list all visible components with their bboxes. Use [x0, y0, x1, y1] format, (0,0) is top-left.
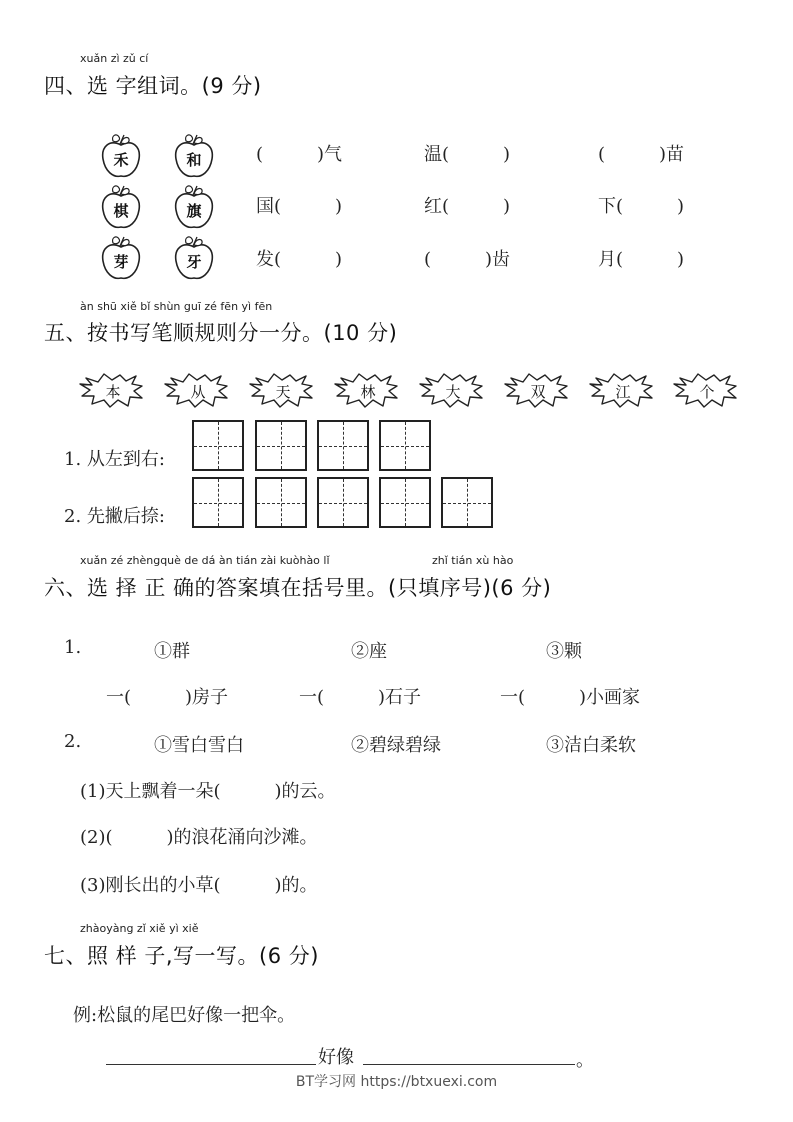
- apple-character: 牙: [186, 253, 202, 271]
- option: ②碧绿碧绿: [351, 735, 441, 756]
- measure-word-blank[interactable]: 一( )小画家: [500, 687, 641, 708]
- burst-icon: [333, 372, 403, 410]
- burst-character: 江: [615, 383, 631, 401]
- sentence-blank[interactable]: (3)刚长出的小草( )的。: [80, 875, 318, 896]
- burst-character: 天: [275, 383, 291, 401]
- burst-icon: [248, 372, 318, 410]
- burst-character: 双: [530, 383, 546, 401]
- option: ①群: [154, 641, 190, 662]
- writing-grid-box[interactable]: [441, 477, 493, 528]
- word-blank[interactable]: 发( ): [256, 249, 343, 270]
- grid-row-label: 1. 从左到右:: [64, 449, 165, 470]
- apple-character: 旗: [186, 202, 202, 220]
- apple-icon: [99, 182, 143, 230]
- section4-pinyin: xuǎn zì zǔ cí: [80, 52, 149, 65]
- option: ②座: [351, 641, 387, 662]
- measure-word-blank[interactable]: 一( )房子: [106, 687, 229, 708]
- section6-pinyin: xuǎn zé zhèngquè de dá àn tián zài kuòhào lǐ: [80, 554, 330, 567]
- burst-icon: [78, 372, 148, 410]
- burst-character: 个: [699, 383, 715, 401]
- section7-pinyin: zhàoyàng zǐ xiě yì xiě: [80, 922, 199, 935]
- word-blank[interactable]: ( )气: [256, 144, 343, 165]
- apple-icon: [172, 233, 216, 281]
- section7-title: 七、照 样 子,写一写。(6 分): [44, 944, 319, 968]
- burst-icon: [588, 372, 658, 410]
- word-blank[interactable]: ( )苗: [598, 144, 685, 165]
- watermark: BT学习网 https://btxuexi.com: [295, 1074, 498, 1090]
- apple-character: 禾: [113, 151, 129, 169]
- apple-icon: [172, 131, 216, 179]
- answer-line-left[interactable]: [106, 1064, 316, 1065]
- apple-character: 芽: [113, 253, 129, 271]
- option: ①雪白雪白: [154, 735, 244, 756]
- answer-line-right[interactable]: [363, 1064, 575, 1065]
- writing-grid-box[interactable]: [255, 477, 307, 528]
- apple-icon: [172, 182, 216, 230]
- section4-title: 四、选 字组词。(9 分): [44, 74, 262, 98]
- word-blank[interactable]: 红( ): [424, 196, 511, 217]
- question-number: 2.: [64, 731, 82, 752]
- writing-grid-box[interactable]: [192, 477, 244, 528]
- burst-icon: [672, 372, 742, 410]
- option: ③颗: [546, 641, 582, 662]
- question-number: 1.: [64, 637, 82, 658]
- section6-title: 六、选 择 正 确的答案填在括号里。(只填序号)(6 分): [44, 576, 552, 600]
- writing-grid-box[interactable]: [379, 477, 431, 528]
- burst-icon: [418, 372, 488, 410]
- word-blank[interactable]: 国( ): [256, 196, 343, 217]
- apple-icon: [99, 233, 143, 281]
- sentence-blank[interactable]: (2)( )的浪花涌向沙滩。: [80, 827, 318, 848]
- example-sentence: 例:松鼠的尾巴好像一把伞。: [73, 1005, 296, 1026]
- grid-row-label: 2. 先撇后捺:: [64, 506, 165, 527]
- section5-pinyin: àn shū xiě bǐ shùn guī zé fēn yì fēn: [80, 300, 273, 313]
- writing-grid-box[interactable]: [317, 420, 369, 471]
- burst-character: 林: [360, 383, 376, 401]
- burst-character: 本: [105, 383, 121, 401]
- word-blank[interactable]: ( )齿: [424, 249, 511, 270]
- word-blank[interactable]: 月( ): [598, 249, 685, 270]
- word-blank[interactable]: 温( ): [424, 144, 511, 165]
- apple-character: 棋: [113, 202, 129, 220]
- connector-word: 好像: [318, 1047, 354, 1068]
- section5-title: 五、按书写笔顺规则分一分。(10 分): [44, 321, 398, 345]
- burst-icon: [503, 372, 573, 410]
- measure-word-blank[interactable]: 一( )石子: [299, 687, 422, 708]
- writing-grid-box[interactable]: [379, 420, 431, 471]
- burst-icon: [163, 372, 233, 410]
- writing-grid-box[interactable]: [317, 477, 369, 528]
- burst-character: 大: [445, 383, 461, 401]
- writing-grid-box[interactable]: [255, 420, 307, 471]
- apple-character: 和: [186, 151, 202, 169]
- word-blank[interactable]: 下( ): [598, 196, 685, 217]
- burst-character: 从: [190, 383, 206, 401]
- sentence-blank[interactable]: (1)天上飘着一朵( )的云。: [80, 781, 336, 802]
- option: ③洁白柔软: [546, 735, 636, 756]
- apple-icon: [99, 131, 143, 179]
- section6-pinyin-hint: zhǐ tián xù hào: [432, 554, 514, 567]
- writing-grid-box[interactable]: [192, 420, 244, 471]
- end-punctuation: 。: [576, 1050, 594, 1071]
